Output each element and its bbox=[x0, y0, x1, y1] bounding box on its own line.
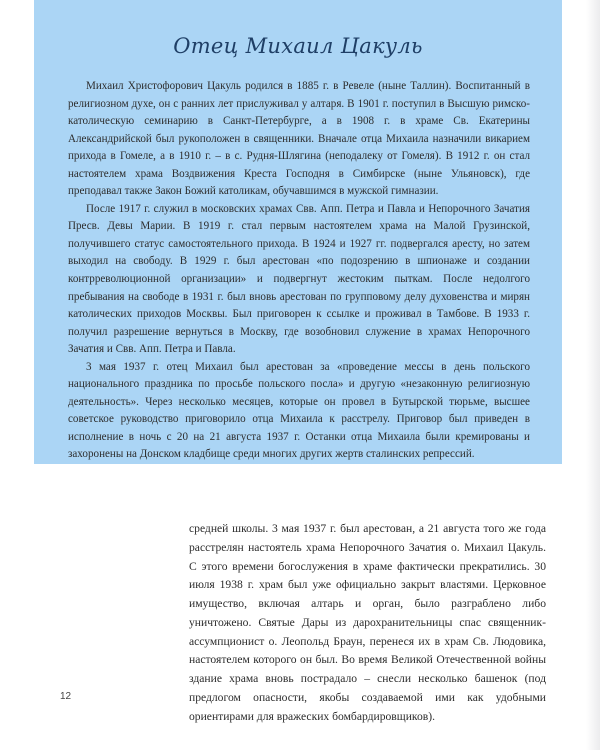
main-paragraph: средней школы. 3 мая 1937 г. был арестован, а 21 августа того же года расстрелян настоятель храма Непорочного Зачатия о. Михаил Цакуль. С этого времени богослужения в храме фактически прекратились. 30 июля 1938 г. храм был уже официально закрыт властями. Церковное имущество, включая алтарь и орган, было разграблено либо уничтожено. Святые Дары из дарохранительницы спас священник-ассумпционист о. Леопольд Браун, перенеся их в храм Св. Людовика, настоятелем которого он был. Во время Великой Отечественной войны здание храма вновь пострадало – снесли несколько башенок (под предлогом опасности, якобы создаваемой ими как удобными ориентирами для вражеских бомбардировщиков). bbox=[189, 522, 546, 723]
main-text bbox=[189, 520, 546, 726]
sidebar-paragraph: После 1917 г. служил в московских храмах Свв. Апп. Петра и Павла и Непорочного Зачатия Пресв. Девы Марии. В 1919 г. стал первым настоятелем храма на Малой Грузинской, получившего статус самостоятельного прихода. В 1924 и 1927 гг. подвергался аресту, но затем выходил на свободу. В 1929 г. был арестован «по подозрению в шпионаже и создании контрреволюционной организации» и подвергнут жестоким пыткам. После недолгого пребывания на свободе в 1931 г. был вновь арестован по групповому делу духовенства и мирян католических приходов Москвы. Был приговорен к ссылке и проживал в Тамбове. В 1933 г. получил разрешение вернуться в Москву, где возобновил служение в храмах Непорочного Зачатия и Свв. Апп. Петра и Павла. bbox=[68, 202, 530, 356]
sidebar-paragraph: 3 мая 1937 г. отец Михаил был арестован за «проведение мессы в день польского национального праздника по просьбе польского посла» и другую «незаконную религиозную деятельность». Через несколько месяцев, которые он провел в Бутырской тюрьме, высшее советское руководство приговорило отца Михаила к расстрелу. Приговор был приведен в исполнение в ночь с 20 на 21 августа 1937 г. Останки отца Михаила были кремированы и захоронены на Донском кладбище среди многих других жертв сталинских репрессий. bbox=[68, 360, 530, 461]
sidebar-paragraph: Михаил Христофорович Цакуль родился в 1885 г. в Ревеле (ныне Таллин). Воспитанный в религиозном духе, он с ранних лет прислуживал у алтаря. В 1901 г. поступил в Высшую римско-католическую семинарию в Санкт-Петербурге, а в 1908 г. в храме Св. Екатерины Александрийской был рукоположен в священники. Вначале отца Михаила назначили викарием прихода в Гомеле, а в 1910 г. – в с. Рудня-Шлягина (неподалеку от Гомеля). В 1912 г. он стал настоятелем храма Воздвижения Креста Господня в Симбирске (ныне Ульяновск), где преподавал также Закон Божий католикам, обучавшимся в мужской гимназии. bbox=[68, 80, 530, 198]
sidebar-title: Отец Михаил Цакуль bbox=[173, 34, 423, 58]
page-number: 12 bbox=[60, 691, 72, 702]
page-gutter-shadow bbox=[586, 0, 600, 750]
sidebar-text bbox=[68, 78, 530, 464]
biography-sidebar bbox=[34, 0, 562, 464]
